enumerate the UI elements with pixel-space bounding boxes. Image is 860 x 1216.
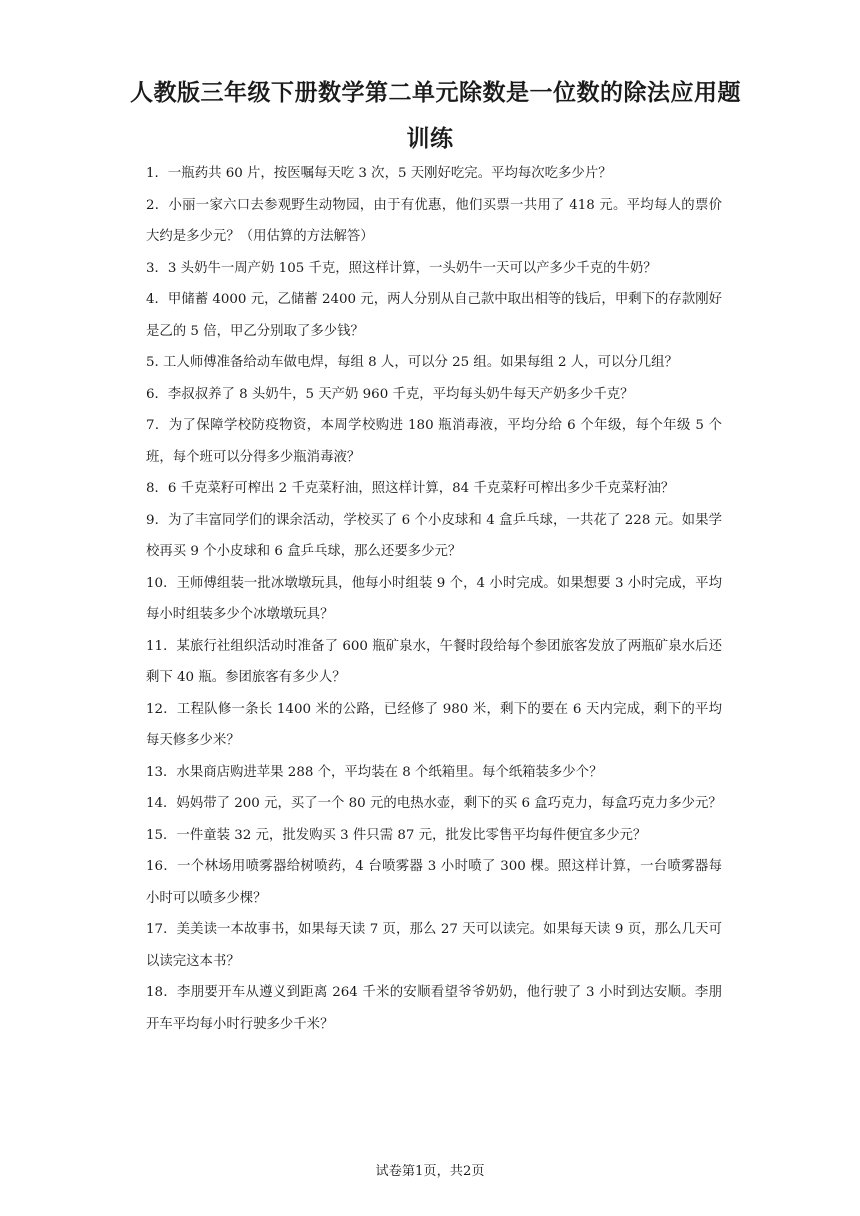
page-footer: 试卷第1页，共2页 xyxy=(375,1164,485,1179)
question-item: 3．3 头奶牛一周产奶 105 千克，照这样计算，一头奶牛一天可以产多少千克的牛奶？ xyxy=(146,260,657,276)
page-title-line2: 训练 xyxy=(406,126,454,152)
question-item: 13．水果商店购进苹果 288 个，平均装在 8 个纸箱里。每个纸箱装多少个？ xyxy=(146,764,603,780)
question-item: 18．李朋要开车从遵义到距离 264 千米的安顺看望爷爷奶奶，他行驶了 3 小时到达安顺。李朋开车平均每小时行驶多少千米？ xyxy=(146,985,722,1032)
question-item: 17．美美读一本故事书，如果每天读 7 页，那么 27 天可以读完。如果每天读 9 页，那么几天可以读完这本书？ xyxy=(146,922,722,969)
question-item: 16．一个林场用喷雾器给树喷药，4 台喷雾器 3 小时喷了 300 棵。照这样计算，一台喷雾器每小时可以喷多少棵？ xyxy=(146,859,722,906)
question-item: 5. 工人师傅准备给动车做电焊，每组 8 人，可以分 25 组。如果每组 2 人，可以分几组？ xyxy=(146,355,678,370)
question-item: 10．王师傅组装一批冰墩墩玩具，他每小时组装 9 个，4 小时完成。如果想要 3 小时完成，平均每小时组装多少个冰墩墩玩具？ xyxy=(146,575,722,622)
question-item: 7．为了保障学校防疫物资，本周学校购进 180 瓶消毒液，平均分给 6 个年级，每个年级 5 个班，每个班可以分得多少瓶消毒液？ xyxy=(146,418,722,465)
question-item: 12．工程队修一条长 1400 米的公路，已经修了 980 米，剩下的要在 6 天内完成，剩下的平均每天修多少米？ xyxy=(146,701,722,748)
question-item: 14．妈妈带了 200 元，买了一个 80 元的电热水壶，剩下的买 6 盒巧克力，每盒巧克力多少元？ xyxy=(146,796,722,811)
question-list xyxy=(146,158,722,1040)
question-item: 9．为了丰富同学们的课余活动，学校买了 6 个小皮球和 4 盒乒乓球，一共花了 228 元。如果学校再买 9 个小皮球和 6 盒乒乓球，那么还要多少元？ xyxy=(146,512,722,559)
question-item: 11．某旅行社组织活动时准备了 600 瓶矿泉水，午餐时段给每个参团旅客发放了两瓶矿泉水后还剩下 40 瓶。参团旅客有多少人？ xyxy=(146,638,722,685)
question-item: 8．6 千克菜籽可榨出 2 千克菜籽油，照这样计算，84 千克菜籽可榨出多少千克菜籽油？ xyxy=(146,481,675,496)
question-item: 15．一件童装 32 元，批发购买 3 件只需 87 元，批发比零售平均每件便宜多少元？ xyxy=(146,827,647,843)
question-item: 2．小丽一家六口去参观野生动物园，由于有优惠，他们买票一共用了 418 元。平均每人的票价大约是多少元？（用估算的方法解答） xyxy=(146,197,722,244)
page-title-line1: 人教版三年级下册数学第二单元除数是一位数的除法应用题 xyxy=(130,80,741,106)
question-item: 1．一瓶药共 60 片，按医嘱每天吃 3 次，5 天刚好吃完。平均每次吃多少片？ xyxy=(146,166,612,181)
question-item: 4．甲储蓄 4000 元，乙储蓄 2400 元，两人分别从自己款中取出相等的钱后，甲剩下的存款刚好是乙的 5 倍，甲乙分别取了多少钱？ xyxy=(146,292,722,339)
question-item: 6．李叔叔养了 8 头奶牛，5 天产奶 960 千克，平均每头奶牛每天产奶多少千克？ xyxy=(146,386,634,402)
